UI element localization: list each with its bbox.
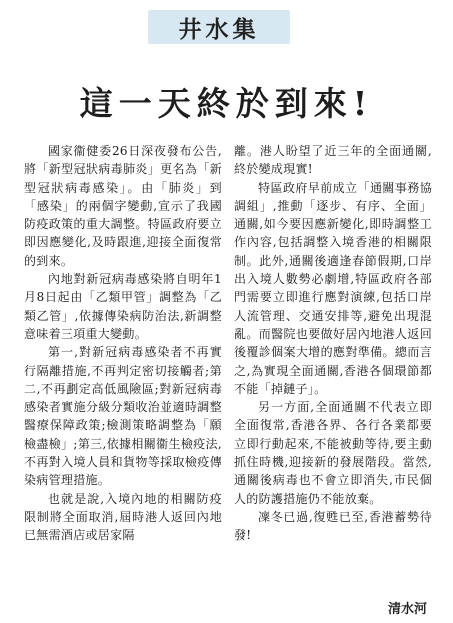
column-tag-label: 井水集 [178, 16, 260, 43]
paragraph: 凜冬已過,復甦已至,香港蓄勢待發! [234, 509, 432, 543]
paragraph: 離。港人盼望了近三年的全面通關,終於變成現實! [234, 144, 432, 177]
article-column-right [234, 142, 432, 545]
paragraph: 另一方面,全面通關不代表立即全面復常,香港各界、各行各業都要立即行動起來,不能被動等待,要主動抓住時機,迎接新的發展階段。當然,通關後病毒也不會立即消失,市民個人的防護措施仍不能放棄。 [234, 400, 432, 506]
column-tag [148, 10, 290, 44]
column-header [0, 0, 453, 74]
paragraph: 第一,對新冠病毒感染者不再實行隔離措施,不再判定密切接觸者;第二,不再劃定高低風險區;對新冠病毒感染者實施分級分類收治並適時調整醫療保障政策;檢測策略調整為「願檢盡檢」;第三,依據相關衞生檢疫法,不再對入境人員和貨物等採取檢疫傳染病管理措施。 [24, 345, 222, 488]
paragraph: 也就是說,入境內地的相關防疫限制將全面取消,屆時港人返回內地已無需酒店或居家隔 [24, 491, 222, 543]
paragraph: 特區政府早前成立「通關事務協調組」,推動「逐步、有序、全面」通關,如今要因應新變化,即時調整工作內容,包括調整入境香港的相關限制。此外,通關後適逢春節假期,口岸出入境人數勢必劇增,特區政府各部門需要立即進行應對演練,包括口岸人流管理、交通安排等,避免出現混亂。而醫院也要做好居內地港人返回後覆診個案大增的應對準備。總而言之,為實現全面通關,香港各個環節都不能「掉鏈子」。 [234, 180, 432, 396]
author-byline: 清水河 [388, 602, 428, 617]
paragraph: 國家衞健委26日深夜發布公告,將「新型冠狀病毒肺炎」更名為「新型冠狀病毒感染」。由「肺炎」到「感染」的兩個字變動,宣示了我國防疫政策的重大調整。特區政府要立即因應變化,及時跟進,迎接全面復常的到來。 [24, 144, 222, 268]
headline: 這一天終於到來! [79, 84, 374, 123]
article-column-left [24, 142, 222, 545]
paragraph: 內地對新冠病毒感染將自明年1月8日起由「乙類甲管」調整為「乙類乙管」,依據傳染病防治法,新調整意味着三項重大變動。 [24, 272, 222, 341]
